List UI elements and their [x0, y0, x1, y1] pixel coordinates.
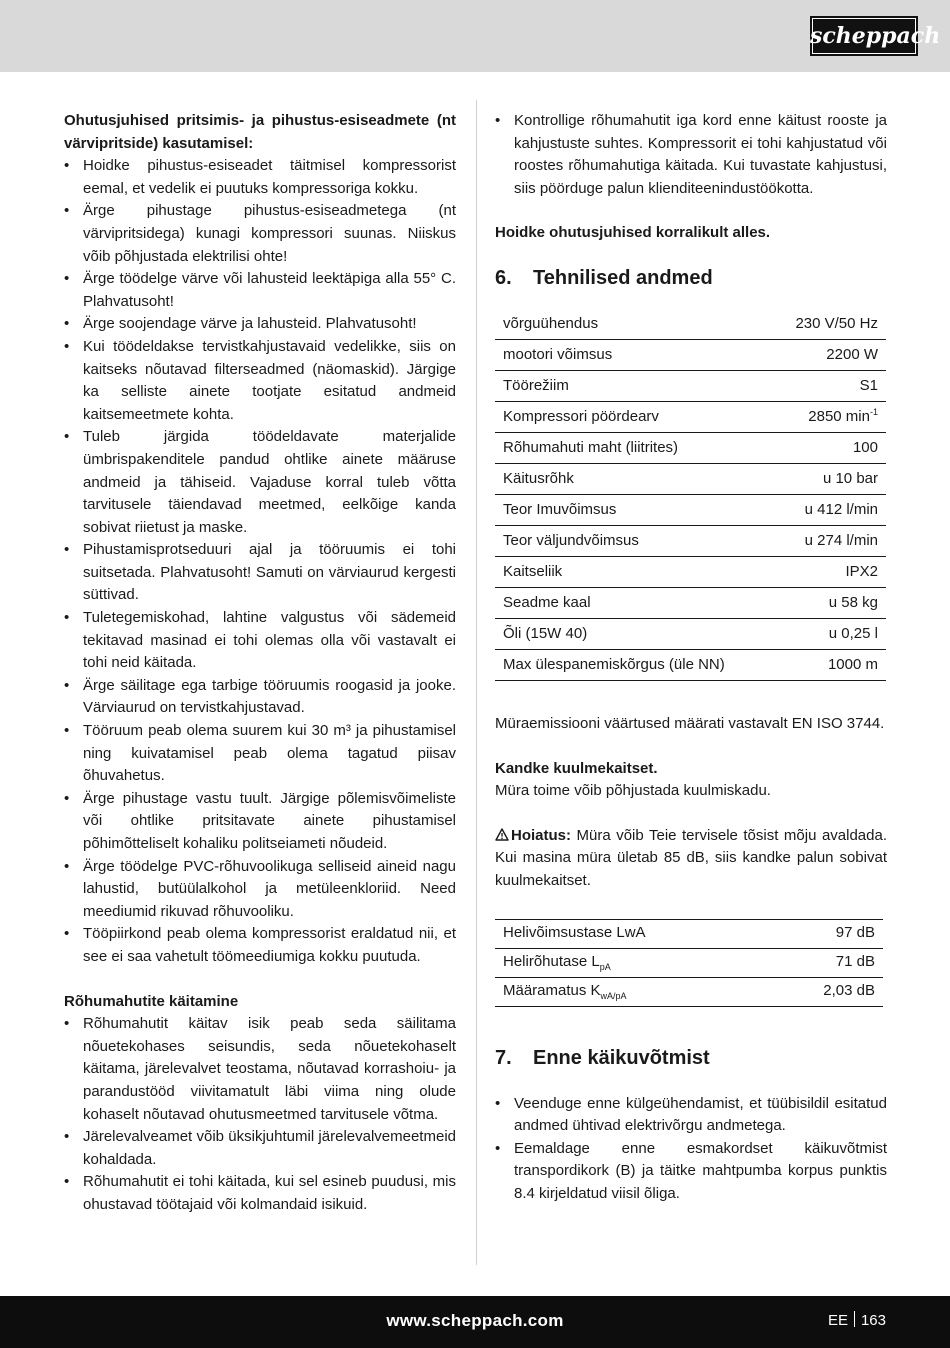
list-item: • Rõhumahutit ei tohi käitada, kui sel esineb puudusi, mis ohustavad töötajaid või kolmandaid isikuid.: [64, 1171, 456, 1216]
noise-label: [495, 977, 767, 1006]
technical-data-table: [495, 309, 886, 681]
list-item: • Eemaldage enne esmakordset käikuvõtmist transpordikork (B) ja täitke mahtpumba korpus punktis 8.4 kirjeldatud viisil õliga.: [495, 1138, 887, 1206]
section-7-heading: [495, 1045, 887, 1071]
spec-label: Töörežiim: [495, 370, 771, 401]
language-code: EE: [827, 1312, 848, 1329]
spec-value: [771, 432, 886, 463]
column-divider: [476, 100, 477, 1265]
left-column: [64, 110, 456, 1217]
spec-label: Õli (15W 40): [495, 618, 771, 649]
list-item: • Tööruum peab olema suurem kui 30 m³ ja pihustamisel ning kuivatamisel peab olema tagatud piisav õhuvahetus.: [64, 720, 456, 788]
spray-safety-heading: Ohutusjuhised pritsimis- ja pihustus-esiseadmete (nt värvipritside) kasutamisel:: [64, 112, 456, 152]
noise-label-text: Määramatus K: [503, 982, 601, 1000]
spec-value-text: u 0,25 l: [828, 624, 878, 642]
subscript: wA/pA: [600, 991, 627, 1002]
spec-value: [771, 370, 886, 401]
spec-value: [771, 309, 886, 340]
list-item: • Tuleb järgida töödeldavate materjalide ümbrispakenditele pandud ohtlike ainete määruse andmeid ja tähiseid. Vajaduse korral tuleb võtta tarvitusele täiendavad meetmed, eelkõige kanda sobivat riietust ja maske.: [64, 426, 456, 539]
spec-value-text: 230 V/50 Hz: [795, 314, 878, 332]
ear-protection-heading: Kandke kuulmekaitset.: [495, 759, 658, 777]
commissioning-list: [495, 1093, 887, 1206]
list-item: • Ärge soojendage värve ja lahusteid. Plahvatusoht!: [64, 313, 456, 336]
spray-safety-list: [64, 155, 456, 968]
inspection-list: [495, 110, 887, 200]
pressure-vessel-heading: Rõhumahutite käitamine: [64, 992, 239, 1010]
list-item: • Ärge töödelge värve või lahusteid leektäpiga alla 55° C. Plahvatusoht!: [64, 268, 456, 313]
separator: [854, 1311, 855, 1327]
spec-value: [771, 556, 886, 587]
spec-row: [495, 432, 886, 463]
spec-value-text: 2850 min: [808, 407, 870, 425]
list-item: • Ärge säilitage ega tarbige tööruumis roogasid ja jooke. Värviaurud on tervistkahjustavad.: [64, 675, 456, 720]
page-number: 163: [860, 1312, 886, 1329]
spec-value: [771, 618, 886, 649]
spec-value: [771, 463, 886, 494]
spec-value-text: 2200 W: [826, 345, 878, 363]
spec-value: [771, 649, 886, 680]
spec-value-text: IPX2: [845, 562, 878, 580]
noise-label-text: Helirõhutase L: [503, 953, 600, 971]
warning-triangle-icon: [495, 825, 511, 848]
spec-row: [495, 556, 886, 587]
warning-text: Müra võib Teie tervisele tõsist mõju avaldada. Kui masina müra ületab 85 dB, siis kandke palun sobivat kuulmekaitset.: [495, 826, 887, 889]
page-footer: [0, 1296, 950, 1348]
list-item: • Hoidke pihustus-esiseadet täitmisel kompressorist eemal, et vedelik ei puutuks kompressoriga kokku.: [64, 155, 456, 200]
spec-label: mootori võimsus: [495, 339, 771, 370]
unit-exponent: -1: [869, 406, 878, 417]
spec-row: [495, 401, 886, 432]
page-header: [0, 0, 950, 72]
spec-label: Max ülespanemiskõrgus (üle NN): [495, 649, 771, 680]
keep-instructions-note: Hoidke ohutusjuhised korralikult alles.: [495, 224, 771, 242]
list-item: • Ärge töödelge PVC-rõhuvoolikuga selliseid aineid nagu lahustid, butüülalkohol ja metüleenkloriid. Need meediumid rikuvad rõhuvooliku.: [64, 856, 456, 924]
section-6-heading: [495, 265, 887, 291]
spec-value: [771, 587, 886, 618]
noise-row: [495, 919, 883, 948]
list-item: • Ärge pihustage pihustus-esiseadmetega (nt värvipritsidega) kunagi kompressori suunas. Niiskus võib põhjustada elektrilisi ohte!: [64, 200, 456, 268]
noise-value: 71 dB: [767, 948, 883, 977]
list-item: • Pihustamisprotseduuri ajal ja tööruumis ei tohi suitsetada. Plahvatusoht! Samuti on värviaurud kergesti süttivad.: [64, 539, 456, 607]
spec-value-text: u 58 kg: [828, 593, 878, 611]
noise-value: 2,03 dB: [767, 977, 883, 1006]
noise-label-text: Helivõimsustase LwA: [503, 924, 646, 942]
noise-emission-text: Müraemissiooni väärtused määrati vastavalt EN ISO 3744.: [495, 714, 885, 732]
spec-row: [495, 525, 886, 556]
spec-row: [495, 309, 886, 340]
list-item: • Kontrollige rõhumahutit iga kord enne käitust rooste ja kahjustuste suhtes. Kompressorit ei tohi kahjustatud või roostes rõhumahutiga käitada. Kui tuvastate kahjustusi, siis pöörduge palun klienditeenindustöökotta.: [495, 110, 887, 200]
spec-label: Seadme kaal: [495, 587, 771, 618]
spec-value-text: u 274 l/min: [804, 531, 878, 549]
section-number: 7.: [495, 1046, 512, 1069]
pressure-vessel-list: [64, 1013, 456, 1216]
spec-row: [495, 618, 886, 649]
section-title: Enne käikuvõtmist: [533, 1046, 710, 1069]
list-item: • Tööpiirkond peab olema kompressorist eraldatud nii, et see ei saa vahetult töömeediumiga kokku puutuda.: [64, 923, 456, 968]
right-column: [495, 110, 887, 1206]
spec-value-text: u 10 bar: [822, 469, 878, 487]
list-item: • Rõhumahutit käitav isik peab seda säilitama nõuetekohases seisundis, seda nõuetekohaselt käitama, järelevalvet teostama, nõutavad korrashoiu- ja parandustööd viivitamatult läbi viima ning olude kohaselt nõutavad ohutusmeetmed tarvitusele võtma.: [64, 1013, 456, 1126]
spec-label: Teor väljundvõimsus: [495, 525, 771, 556]
spec-value-text: u 412 l/min: [804, 500, 878, 518]
section-title: Tehnilised andmed: [533, 266, 713, 289]
ear-protection-text: Müra toime võib põhjustada kuulmiskadu.: [495, 782, 771, 800]
list-item: • Ärge pihustage vastu tuult. Järgige põlemisvõimeliste või ohtlike pritsitavate ainete pihustamisel põhimõtteliselt kohaliku politseiameti nõudeid.: [64, 788, 456, 856]
scheppach-logo: scheppach: [810, 16, 918, 56]
spec-value: [771, 494, 886, 525]
spec-label: Käitusrõhk: [495, 463, 771, 494]
noise-warning: [495, 825, 887, 893]
noise-row: [495, 977, 883, 1006]
noise-values-table: [495, 919, 883, 1007]
spec-label: Teor Imuvõimsus: [495, 494, 771, 525]
page-indicator: [828, 1311, 886, 1329]
list-item: • Tuletegemiskohad, lahtine valgustus või sädemeid tekitavad masinad ei tohi olemas olla või vastavalt ei tohi neid käitada.: [64, 607, 456, 675]
spec-row: [495, 463, 886, 494]
noise-label: [495, 948, 767, 977]
section-number: 6.: [495, 266, 512, 289]
spec-label: Kaitseliik: [495, 556, 771, 587]
spec-row: [495, 339, 886, 370]
spec-row: [495, 494, 886, 525]
spec-value: [771, 525, 886, 556]
spec-value-text: 100: [852, 438, 878, 456]
warning-label: Hoiatus:: [511, 826, 571, 844]
noise-value: 97 dB: [767, 919, 883, 948]
spec-value-text: S1: [859, 376, 878, 394]
spec-label: Kompressori pöördearv: [495, 401, 771, 432]
subscript: pA: [599, 962, 611, 973]
spec-row: [495, 370, 886, 401]
spec-value-text: 1000 m: [827, 655, 878, 673]
list-item: • Kui töödeldakse tervistkahjustavaid vedelikke, siis on kaitseks nõutavad filterseadmed (näomaskid). Järgige ka selliste ainete tootjate esitatud andmeid kaitsemeetmete kohta.: [64, 336, 456, 426]
website-link[interactable]: www.scheppach.com: [386, 1311, 564, 1330]
spec-label: võrguühendus: [495, 309, 771, 340]
list-item: • Järelevalveamet võib üksikjuhtumil järelevalvemeetmeid kohaldada.: [64, 1126, 456, 1171]
noise-label: [495, 919, 767, 948]
spec-value: [771, 339, 886, 370]
spec-label: Rõhumahuti maht (liitrites): [495, 432, 771, 463]
list-item: • Veenduge enne külgeühendamist, et tüübisildil esitatud andmed ühtivad elektrivõrgu andmetega.: [495, 1093, 887, 1138]
spec-row: [495, 587, 886, 618]
noise-row: [495, 948, 883, 977]
spec-value: [771, 401, 886, 432]
spec-row: [495, 649, 886, 680]
